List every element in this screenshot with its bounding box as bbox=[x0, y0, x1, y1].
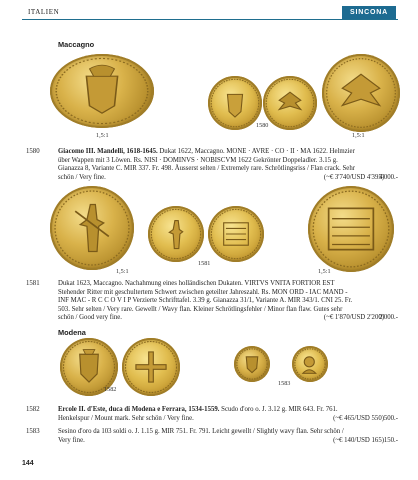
lot-conversion: (~€ 1'870/USD 2'200) bbox=[323, 314, 384, 322]
lot-conversion: (~€ 3'740/USD 4'395) bbox=[323, 173, 384, 181]
coin-1583-reverse bbox=[292, 346, 328, 382]
lot-grade: Very fine. bbox=[58, 436, 85, 444]
lot-price-line bbox=[58, 437, 384, 446]
lot-line: 503. Sehr selten / Very rare. Gewellt / Wavy flan. Kleiner Schrötlingsfehler / Minor flan flaw. Gutes sehr bbox=[58, 305, 343, 313]
lot-line: Sesino d'oro da 103 soldi o. J. 1.15 g. MIR 751. Fr. 791. Leicht gewellt / Slightly wavy flan. Sehr schön / bbox=[58, 428, 344, 435]
lot-estimate: 4'000.- bbox=[379, 173, 398, 181]
brand-logo: SINCONA bbox=[342, 6, 396, 19]
coin-1581-obverse-enlarged bbox=[50, 186, 134, 270]
caption-lot-image-label: 1582 bbox=[104, 386, 117, 393]
lot-line: über Wappen mit 3 Löwen. Rs. NISI · DOMINVS · NOBISCVM 1622 Gekrönter Doppeladler. 3.15 g. bbox=[58, 156, 338, 164]
lot-line-rest: Scudo d'oro o. J. 3.12 g. MIR 643. Fr. 761. bbox=[219, 406, 338, 413]
caption-scale: 1,5:1 bbox=[352, 132, 365, 139]
lot-price-line bbox=[58, 174, 384, 183]
coin-1581-obverse bbox=[148, 206, 204, 262]
lot-conversion: (~€ 465/USD 550) bbox=[333, 414, 384, 422]
section-title-maccagno: Maccagno bbox=[58, 40, 95, 49]
lot-description bbox=[58, 406, 384, 423]
double-eagle-icon bbox=[322, 54, 400, 132]
coin-1581-reverse bbox=[208, 206, 264, 262]
lot-line: Dukat 1623, Maccagno. Nachahmung eines holländischen Dukaten. VIRTVS VNITA FORTIOR EST bbox=[58, 280, 335, 287]
section-title-modena: Modena bbox=[58, 328, 86, 337]
lot-price-line bbox=[58, 415, 384, 424]
lot-number: 1583 bbox=[26, 428, 40, 435]
lot-line-rest: Dukat 1622, Maccagno. MONE · AVRE · CO · II · MA 1622. Helmzier bbox=[157, 148, 355, 155]
knight-icon bbox=[50, 186, 134, 270]
lot-description bbox=[58, 280, 384, 323]
coin-1580-obverse bbox=[208, 76, 262, 130]
cross-icon bbox=[122, 338, 180, 396]
lot-line: INF MAC - R C C O V I P Verzierte Schrifttafel. 3.39 g. Gianazza 31/1, Variante A. MIR 343/1. CNI 25. Fr. bbox=[58, 297, 353, 305]
lot-number: 1580 bbox=[26, 148, 40, 155]
coin-relief-icon bbox=[208, 76, 262, 130]
caption-lot-image-label: 1580 bbox=[256, 122, 269, 129]
caption-scale: 1,5:1 bbox=[96, 132, 109, 139]
coin-1580-obverse-enlarged bbox=[50, 54, 154, 128]
lot-line bbox=[58, 148, 384, 157]
coat-of-arms-icon bbox=[234, 346, 270, 382]
lot-price-line bbox=[58, 314, 384, 323]
lot-estimate: 150.- bbox=[383, 436, 398, 444]
lot-line: Stehender Ritter mit geschultertem Schwert zwischen geteilter Jahreszahl. Rs. MON ORD - IAC MAND - bbox=[58, 288, 348, 296]
coin-1580-reverse-enlarged bbox=[322, 54, 400, 132]
coin-1583-obverse bbox=[234, 346, 270, 382]
lot-line: Gianazza 8, Variante C. MIR 337. Fr. 498. Äusserst selten / Extremely rare. Schrötlingsriss / Flan crack. Sehr bbox=[58, 165, 355, 173]
caption-scale: 1,5:1 bbox=[318, 268, 331, 275]
lot-line bbox=[58, 406, 384, 415]
inscription-tablet-icon bbox=[308, 186, 394, 272]
lot-number: 1582 bbox=[26, 406, 40, 413]
lot-heading: Giacomo III. Mandelli, 1618-1645. bbox=[58, 148, 158, 155]
page-header bbox=[22, 6, 398, 22]
coin-1582-reverse bbox=[122, 338, 180, 396]
knight-icon bbox=[148, 206, 204, 262]
lot-heading: Ercole II. d'Este, duca di Modena e Ferrara, 1534-1559. bbox=[58, 406, 220, 413]
inscription-tablet-icon bbox=[208, 206, 264, 262]
lot-estimate: 500.- bbox=[383, 414, 398, 422]
caption-lot-image-label: 1581 bbox=[198, 260, 211, 267]
caption-scale: 1,5:1 bbox=[116, 268, 129, 275]
portrait-icon bbox=[292, 346, 328, 382]
double-eagle-icon bbox=[263, 76, 317, 130]
lot-conversion: (~€ 140/USD 165) bbox=[333, 436, 384, 444]
lot-grade: schön / Very fine. bbox=[58, 173, 106, 181]
lot-grade: Henkelspur / Mount mark. Sehr schön / Very fine. bbox=[58, 414, 194, 422]
coin-relief-icon bbox=[50, 54, 154, 128]
header-title: ITALIEN bbox=[28, 8, 60, 16]
caption-lot-image-label: 1583 bbox=[278, 380, 291, 387]
lot-grade: schön / Good very fine. bbox=[58, 314, 122, 322]
lot-description bbox=[58, 148, 384, 182]
page-number: 144 bbox=[22, 460, 34, 467]
lot-number: 1581 bbox=[26, 280, 40, 287]
lot-description bbox=[58, 428, 384, 445]
coin-1580-reverse bbox=[263, 76, 317, 130]
header-rule bbox=[22, 19, 398, 20]
lot-estimate: 2'000.- bbox=[379, 314, 398, 322]
coin-1581-reverse-enlarged bbox=[308, 186, 394, 272]
